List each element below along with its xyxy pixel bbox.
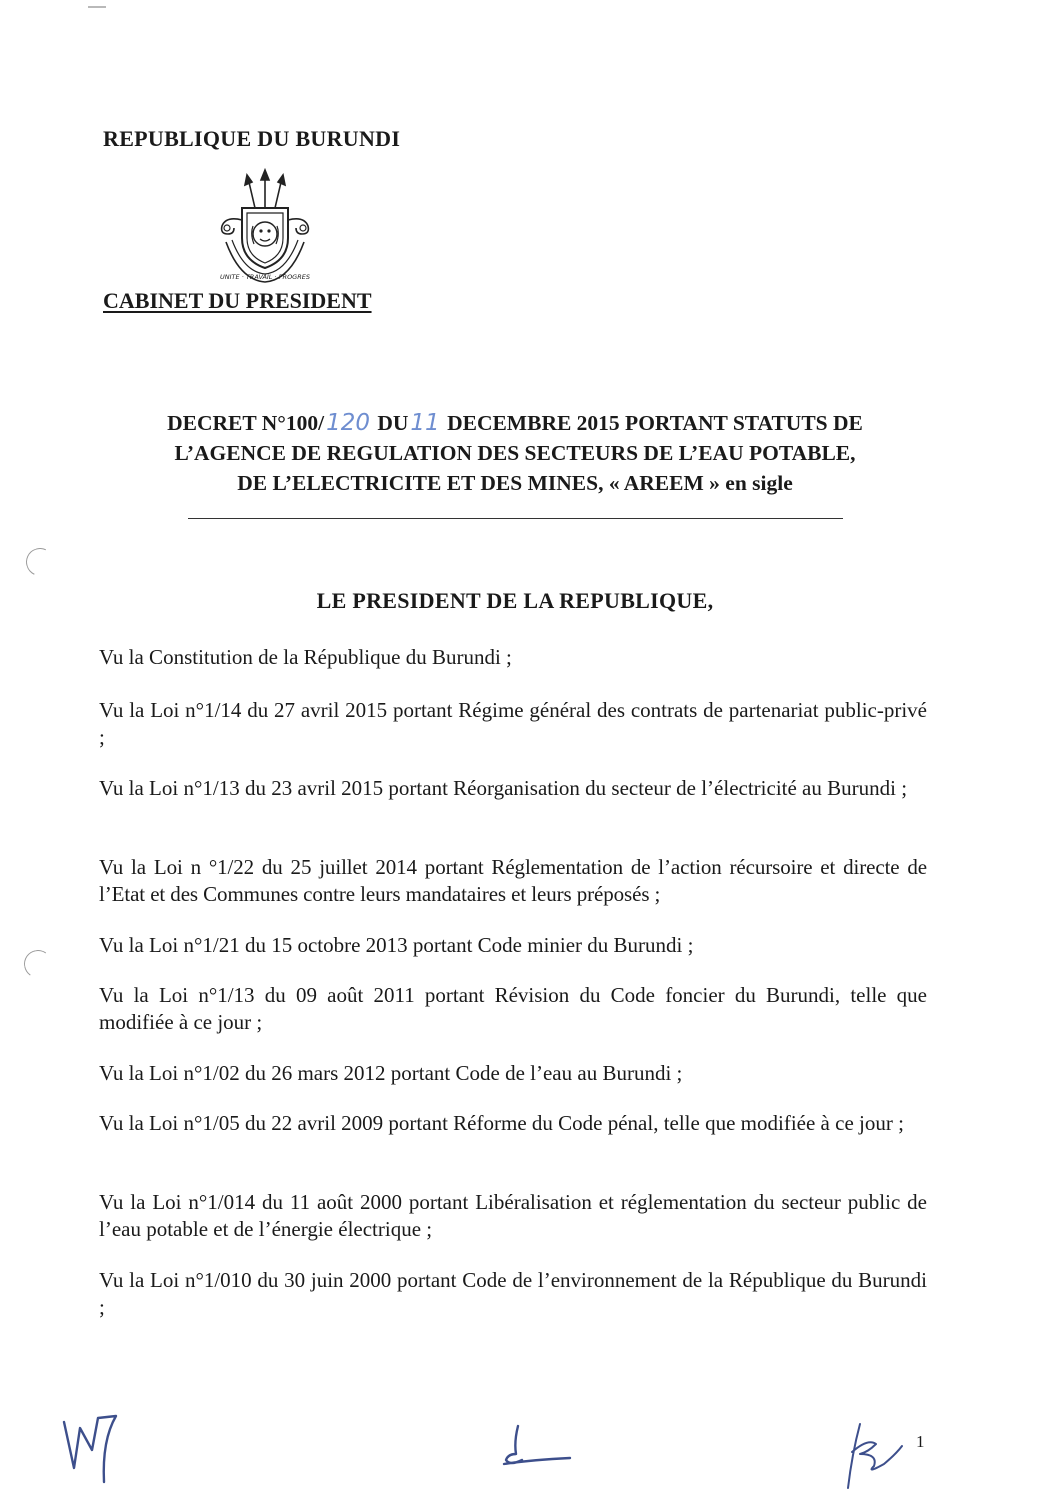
decree-title-date-rest: DECEMBRE 2015 PORTANT STATUTS DE <box>441 411 863 435</box>
title-divider <box>188 518 843 519</box>
handwritten-day: 11 <box>410 410 440 436</box>
emblem-motto: UNITE · TRAVAIL · PROGRES <box>220 273 310 281</box>
handwritten-initial-signature <box>58 1410 128 1485</box>
handwritten-decree-number: 120 <box>326 410 370 436</box>
decree-title-du: DU <box>371 411 409 435</box>
decree-title-line1 <box>100 408 930 438</box>
visa-paragraph: Vu la Loi n°1/02 du 26 mars 2012 portant Code de l’eau au Burundi ; <box>99 1061 683 1085</box>
decree-title-line2: L’AGENCE DE REGULATION DES SECTEURS DE L’EAU POTABLE, <box>174 441 856 465</box>
handwritten-initial-signature <box>838 1418 913 1493</box>
hole-punch-mark <box>22 948 54 980</box>
visa-paragraph: Vu la Loi n°1/05 du 22 avril 2009 portant Réforme du Code pénal, telle que modifiée à ce jour ; <box>99 1111 904 1135</box>
visa-paragraph: Vu la Loi n°1/010 du 30 juin 2000 portant Code de l’environnement de la République du Burundi ; <box>99 1268 927 1319</box>
president-heading: LE PRESIDENT DE LA REPUBLIQUE, <box>316 588 714 613</box>
scan-artifact <box>88 6 106 8</box>
decree-title-acronym-note: en sigle <box>719 471 793 495</box>
visa-paragraph: Vu la Loi n°1/13 du 09 août 2011 portant Révision du Code foncier du Burundi, telle que modifiée à ce jour ; <box>99 983 927 1034</box>
cabinet-heading: CABINET DU PRESIDENT <box>103 288 372 313</box>
decree-title-line3-main: DE L’ELECTRICITE ET DES MINES, « AREEM » <box>237 471 720 495</box>
page-number: 1 <box>916 1432 925 1451</box>
visa-paragraph: Vu la Loi n°1/014 du 11 août 2000 portant Libéralisation et réglementation du secteur public de l’eau potable et de l’énergie électrique ; <box>99 1190 927 1241</box>
republic-heading: REPUBLIQUE DU BURUNDI <box>103 126 401 151</box>
decree-title <box>100 408 930 498</box>
decree-title-prefix: DECRET N°100/ <box>167 411 325 435</box>
visa-paragraph: Vu la Loi n°1/21 du 15 octobre 2013 portant Code minier du Burundi ; <box>99 933 694 957</box>
visa-paragraph: Vu la Loi n°1/14 du 27 avril 2015 portant Régime général des contrats de partenariat public-privé ; <box>99 698 927 749</box>
handwritten-initial-signature <box>500 1420 575 1472</box>
hole-punch-mark <box>22 544 58 580</box>
visa-paragraph: Vu la Loi n °1/22 du 25 juillet 2014 portant Réglementation de l’action récursoire et directe de l’Etat et des Communes contre leurs mandataires et leurs préposés ; <box>99 855 927 906</box>
decree-title-line3 <box>100 468 930 498</box>
visa-paragraph: Vu la Constitution de la République du Burundi ; <box>99 645 512 669</box>
coat-of-arms-emblem <box>200 168 330 286</box>
visa-paragraph: Vu la Loi n°1/13 du 23 avril 2015 portant Réorganisation du secteur de l’électricité au Burundi ; <box>99 776 908 800</box>
